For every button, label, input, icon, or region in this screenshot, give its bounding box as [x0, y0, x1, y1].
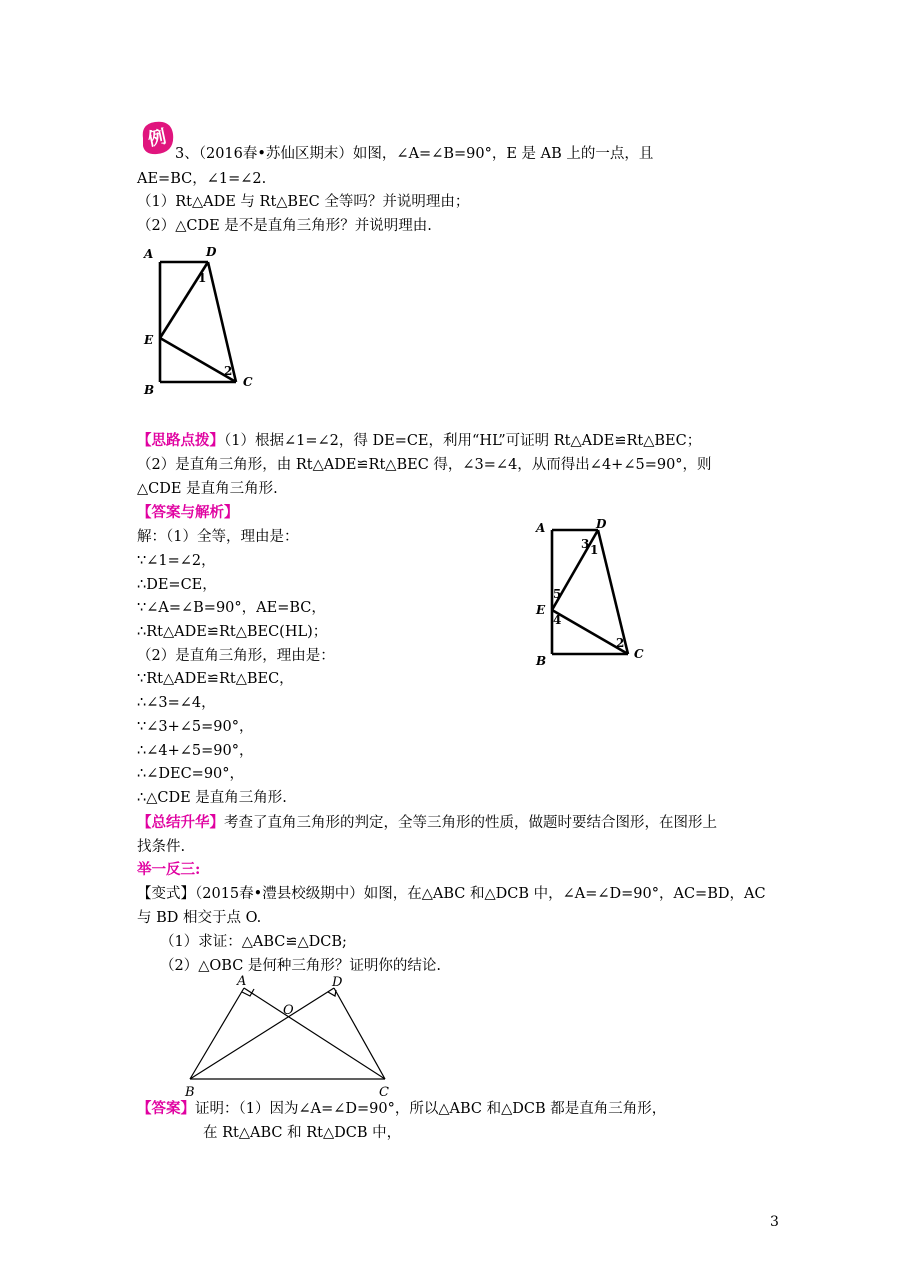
- practice-heading: 举一反三:: [137, 861, 201, 878]
- summary-line1: [137, 813, 717, 833]
- summary-text1: 考查了直角三角形的判定，全等三角形的性质，做题时要结合图形，在图形上: [224, 815, 717, 831]
- final-line1: [137, 1099, 666, 1119]
- problem-line2: AE=BC，∠1=∠2.: [137, 171, 267, 187]
- label-A: A: [144, 247, 154, 261]
- practice-tag: 【变式】: [137, 886, 195, 902]
- figure-3-crossed-triangles: [180, 972, 410, 1102]
- label-B: B: [185, 1085, 195, 1100]
- label-D: D: [596, 517, 607, 531]
- answer-line: ∴△CDE 是直角三角形.: [137, 790, 287, 806]
- practice-line2: 与 BD 相交于点 O.: [137, 910, 262, 926]
- final-tag: 【答案】: [137, 1100, 195, 1117]
- label-1: 1: [590, 543, 599, 557]
- answer-line: ∴Rt△ADE≌Rt△BEC(HL)；: [137, 624, 328, 640]
- hint-line3: △CDE 是直角三角形.: [137, 481, 278, 497]
- final-text1: 证明：（1）因为∠A=∠D=90°，所以△ABC 和△DCB 都是直角三角形，: [195, 1101, 667, 1117]
- label-D: D: [332, 975, 343, 990]
- hint-line1: [137, 431, 701, 451]
- answer-line: （2）是直角三角形，理由是：: [137, 648, 335, 664]
- label-2: 2: [224, 364, 233, 378]
- label-B: B: [536, 654, 547, 668]
- answer-line: 解：（1）全等，理由是：: [137, 529, 299, 545]
- practice-q1: （1）求证：△ABC≌△DCB;: [160, 934, 347, 950]
- hint-tag: 【思路点拨】: [137, 432, 224, 449]
- label-O: O: [283, 1003, 294, 1018]
- page-number: 3: [770, 1214, 779, 1230]
- answer-line: ∴∠4+∠5=90°，: [137, 743, 254, 759]
- question-1: （1）Rt△ADE 与 Rt△BEC 全等吗？并说明理由；: [137, 194, 470, 210]
- label-E: E: [144, 333, 154, 347]
- hint-text1: （1）根据∠1=∠2，得 DE=CE，利用“HL”可证明 Rt△ADE≌Rt△BEC；: [224, 433, 702, 449]
- problem-line1: 3、（2016春•苏仙区期末）如图，∠A=∠B=90°，E 是 AB 上的一点，且: [175, 146, 654, 162]
- label-4: 4: [553, 613, 562, 627]
- practice-line1: [137, 884, 766, 904]
- answer-line: ∵∠A=∠B=90°，AE=BC，: [137, 600, 326, 616]
- example-badge-icon: [137, 118, 177, 158]
- practice-text1: （2015春•澧县校级期中）如图，在△ABC 和△DCB 中，∠A=∠D=90°，AC=BD，AC: [195, 886, 766, 902]
- label-3: 3: [581, 537, 590, 551]
- practice-q2: （2）△OBC 是何种三角形？证明你的结论.: [160, 958, 441, 974]
- answer-line: ∵∠1=∠2，: [137, 553, 216, 569]
- question-2: （2）△CDE 是不是直角三角形？并说明理由.: [137, 218, 432, 234]
- label-E: E: [536, 603, 546, 617]
- label-B: B: [144, 383, 155, 397]
- label-1: 1: [198, 271, 207, 285]
- figure-1-trapezoid: [138, 240, 268, 400]
- label-D: D: [206, 245, 217, 259]
- label-5: 5: [553, 587, 562, 601]
- answer-line: ∴∠3=∠4，: [137, 695, 216, 711]
- label-C: C: [634, 647, 644, 661]
- label-2: 2: [616, 636, 625, 650]
- answer-line: ∴DE=CE，: [137, 577, 217, 593]
- badge-char: 例: [146, 126, 169, 151]
- answer-line: ∵∠3+∠5=90°，: [137, 719, 254, 735]
- answer-line: ∴∠DEC=90°，: [137, 766, 245, 782]
- answer-tag: 【答案与解析】: [137, 504, 239, 521]
- figure-2-trapezoid: [530, 512, 660, 672]
- final-line2: 在 Rt△ABC 和 Rt△DCB 中，: [203, 1125, 402, 1141]
- hint-line2: （2）是直角三角形，由 Rt△ADE≌Rt△BEC 得，∠3=∠4，从而得出∠4+∠5=90°，则: [137, 457, 712, 473]
- answer-line: ∵Rt△ADE≌Rt△BEC，: [137, 671, 294, 687]
- label-C: C: [243, 375, 253, 389]
- label-A: A: [536, 521, 546, 535]
- label-A: A: [237, 974, 247, 989]
- label-C: C: [379, 1085, 389, 1100]
- summary-line2: 找条件.: [137, 839, 186, 855]
- summary-tag: 【总结升华】: [137, 814, 224, 831]
